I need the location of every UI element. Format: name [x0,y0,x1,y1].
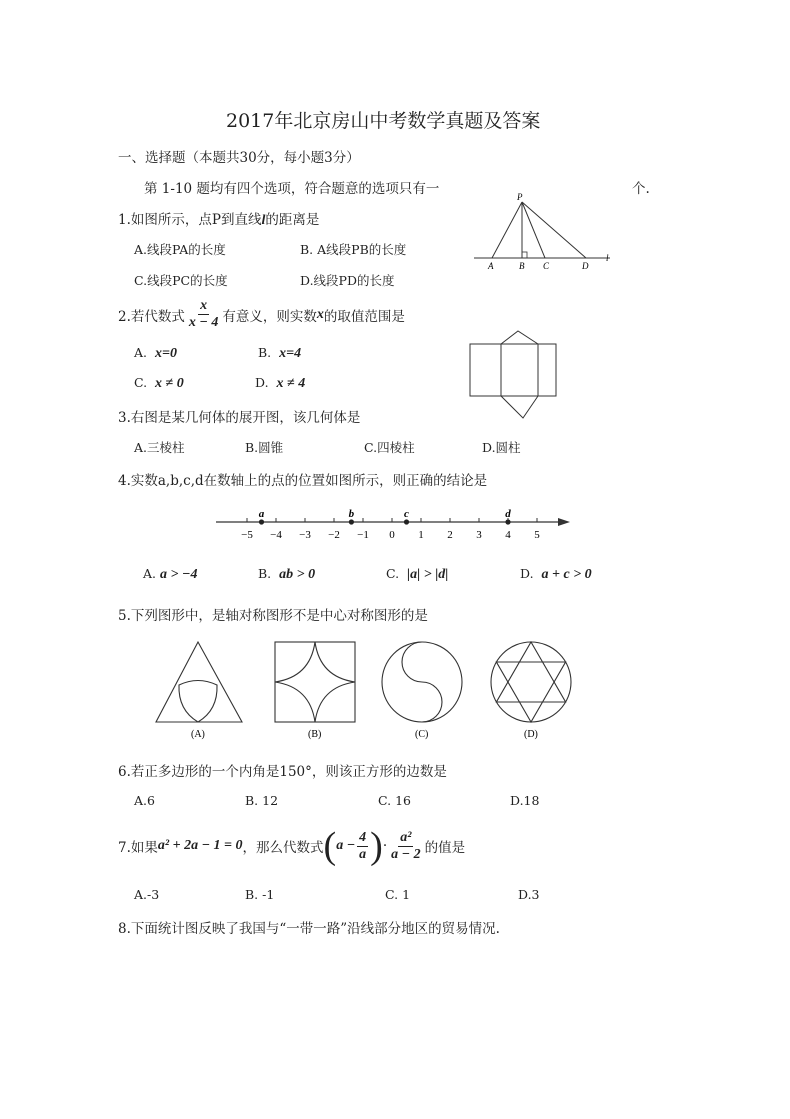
q1-label-b: B [519,261,525,271]
q2-stem-pre: 2.若代数式 [118,308,185,325]
instruction-tail: 个. [632,181,650,197]
q7-option-b: B. -1 [245,887,275,902]
q2-var: x [316,306,324,322]
figure-b-label: (B) [308,729,322,740]
q3-option-d: D.圆柱 [482,440,521,455]
q2-stem-end: 的取值范围是 [323,308,405,325]
q4-option-a-label: A. [143,566,157,581]
q4-option-a-math: a > −4 [160,567,198,582]
number-line-tick-label: −3 [299,529,311,541]
question-5-stem: 5.下列图形中，是轴对称图形不是中心对称图形的是 [118,608,428,624]
number-line-point-c [404,519,409,524]
q2-fraction [187,298,220,331]
q7-option-c: C. 1 [385,887,411,902]
q1-option-b: B. A线段PB的长度 [300,242,407,257]
figure-d-label: (D) [524,729,538,740]
q1-option-c: C.线段PC的长度 [134,273,228,288]
number-line-point-label-a: a [258,508,265,520]
q1-label-l: l [606,253,609,263]
number-line-point-a [259,519,264,524]
q2-option-b-label: B. [258,345,272,360]
q7-f2-num: a² [400,829,412,845]
number-line-tick-label: −4 [270,529,282,541]
number-line-tick-label: 3 [476,529,482,541]
number-line-tick-label: −5 [241,529,253,541]
q2-option-a-math: x=0 [154,346,177,361]
q2-frac-num: x [200,298,208,313]
question-2-stem [118,298,405,331]
q4-option-b-math: ab > 0 [279,567,316,582]
q7-f1-num: 4 [359,829,367,845]
q7-inner-a: a − [336,838,356,853]
question-1-stem [118,208,319,229]
q7-paren-open: ( [323,825,337,867]
number-line-tick-label: 1 [418,529,424,541]
q4-option-d [520,566,592,583]
q4-option-b-label: B. [258,566,272,581]
q7-option-a: A.-3 [134,887,160,902]
section-heading: 一、选择题（本题共30分，每小题3分） [118,150,360,166]
q1-label-a: A [488,261,494,271]
q3-option-b: B.圆锥 [245,440,284,455]
q1-label-c: C [543,261,550,271]
number-line-tick-label: 0 [389,529,395,541]
q2-option-d-label: D. [255,375,269,390]
q1-option-a: A.线段PA的长度 [134,242,226,257]
q7-equation: a² + 2a − 1 = 0 [157,838,243,853]
figure-d-hexagram [491,642,571,722]
q7-fraction-1 [357,830,368,863]
number-line [210,504,575,544]
q2-option-a-label: A. [134,345,148,360]
number-line-tick-label: 4 [505,529,511,541]
q2-option-c [134,375,184,392]
number-line-arrow [558,518,570,526]
page-title: 2017年北京房山中考数学真题及答案 [226,110,541,132]
number-line-tick-label: 2 [447,529,453,541]
number-line-tick-label: 5 [534,529,540,541]
figure-c-label: (C) [415,729,429,740]
q7-stem-end: 的值是 [424,840,466,856]
q1-figure [470,190,620,275]
q4-option-a [143,566,197,583]
prism-net-figure [466,328,562,428]
question-4-stem: 4.实数a,b,c,d在数轴上的点的位置如图所示，则正确的结论是 [118,473,488,489]
q2-option-c-label: C. [134,375,148,390]
q3-option-a: A.三棱柱 [134,440,185,455]
q2-option-b [258,345,301,362]
question-8-stem: 8.下面统计图反映了我国与“一带一路”沿线部分地区的贸易情况. [118,921,500,937]
figure-b-square-star [275,642,355,722]
q2-option-d [255,375,305,392]
q2-option-d-math: x ≠ 4 [276,376,306,391]
q7-fraction-2 [389,830,422,863]
q3-option-c: C.四棱柱 [364,440,415,455]
figure-a-label: (A) [191,729,205,740]
question-6-stem: 6.若正多边形的一个内角是150°，则该正方形的边数是 [118,764,447,780]
q4-option-d-label: D. [520,566,534,581]
question-7-stem [118,822,465,870]
q7-f2-den: a − 2 [391,846,421,862]
q4-option-b [258,566,315,583]
number-line-tick-label: −2 [328,529,340,541]
number-line-point-label-d: d [505,508,511,520]
q4-option-c-math: |a| > |d| [407,567,449,582]
q6-option-d: D.18 [510,793,540,808]
q2-option-b-math: x=4 [279,346,302,361]
q2-stem-mid: 有意义，则实数 [222,308,317,325]
number-line-point-label-b: b [348,508,355,520]
number-line-point-d [505,519,510,524]
q7-dot: · [382,838,388,854]
q7-option-d: D.3 [518,887,540,902]
q7-stem-mid: ，那么代数式 [242,840,324,856]
q6-option-c: C. 16 [378,793,411,808]
q1-option-d: D.线段PD的长度 [300,273,395,288]
q6-option-b: B. 12 [245,793,279,808]
q1-var: l [261,213,266,228]
q6-option-a: A.6 [134,793,155,808]
q4-option-d-math: a + c > 0 [541,567,592,582]
q2-option-c-math: x ≠ 0 [155,376,184,391]
number-line-point-b [349,519,354,524]
q1-label-p: P [517,192,523,202]
q1-label-d: D [582,261,589,271]
question-3-stem: 3.右图是某几何体的展开图，该几何体是 [118,410,361,426]
q7-paren-close: ) [370,825,383,867]
q4-option-c-label: C. [386,566,400,581]
figure-c-yin-yang [382,642,462,722]
q4-option-c [386,566,448,583]
q1-stem-end: 的距离是 [265,212,320,228]
q7-f1-den: a [359,846,367,862]
q2-option-a [134,345,177,362]
number-line-tick-label: −1 [357,529,369,541]
number-line-point-label-c: c [404,508,409,520]
q1-stem-text: 1.如图所示，点P到直线 [118,212,262,228]
q2-frac-den: x − 4 [188,315,219,330]
q7-stem-pre: 7.如果 [118,840,158,856]
q5-figures [150,630,590,742]
instruction-text: 第 1-10 题均有四个选项，符合题意的选项只有一 [144,181,440,197]
figure-a-triangle [156,642,242,722]
